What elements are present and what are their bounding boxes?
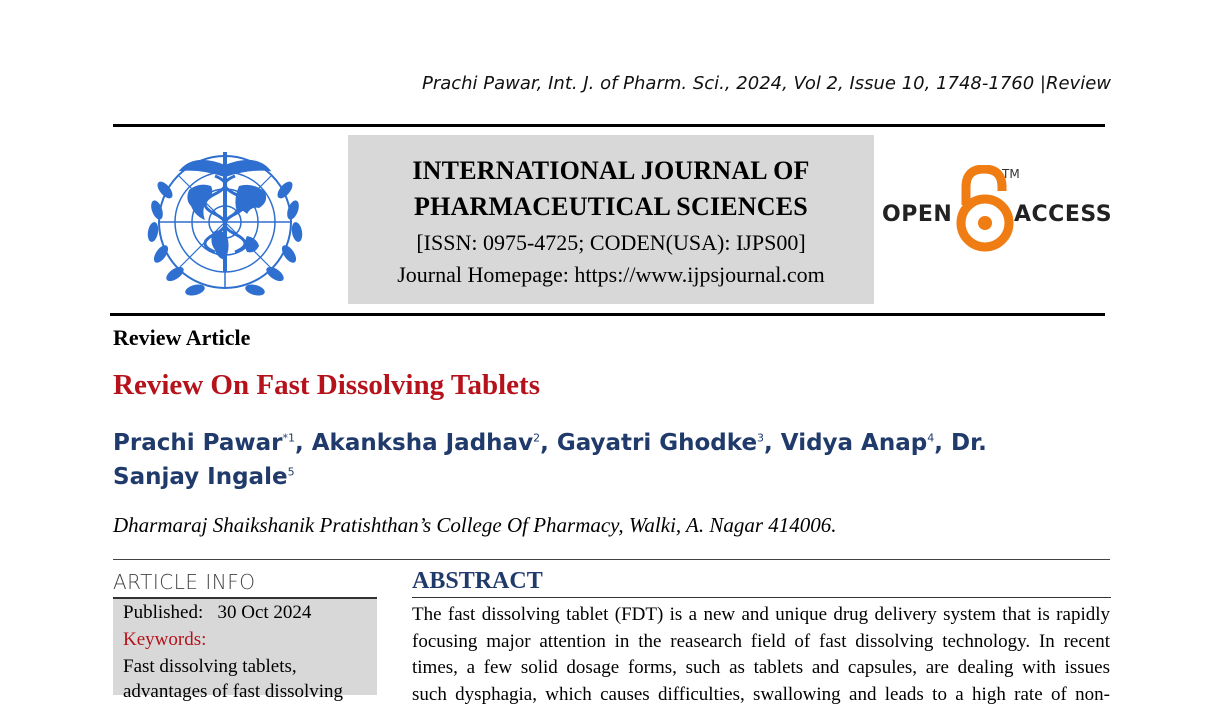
author-name[interactable]: Gayatri Ghodke [557, 430, 757, 456]
section-divider [113, 559, 1110, 560]
journal-masthead [348, 135, 874, 304]
abstract-rule [412, 597, 1111, 598]
article-info-heading: ARTICLE INFO [113, 570, 255, 594]
affiliation: Dharmaraj Shaikshanik Pratishthan’s College Of Pharmacy, Walki, A. Nagar 414006. [113, 513, 837, 538]
header-bottom-rule [110, 313, 1105, 316]
author-name[interactable]: Akanksha Jadhav [312, 430, 533, 456]
author-affiliation-mark: 3 [757, 431, 764, 444]
article-type: Review Article [113, 325, 250, 351]
keywords-text: Fast dissolving tablets, [123, 656, 297, 678]
open-access-badge [880, 165, 1108, 255]
article-info-panel [113, 599, 377, 695]
journal-emblem-icon [127, 140, 323, 305]
author-affiliation-mark: 2 [533, 431, 540, 444]
author-list: Prachi Pawar$^{*1}$, Akanksha Jadhav$^2$, Gayatri Ghodke$^3$, Vidya Anap$^4$, Dr. Sanjay Ingale$^5$ [113, 426, 1073, 494]
author-name[interactable]: Dr. Sanjay Ingale [113, 430, 987, 490]
abstract-line: such dysphagia, which causes difficulties, swallowing and leads to a high rate of non- [412, 682, 1110, 708]
abstract-line: times, a few solid dosage forms, such as tablets and capsules, are dealing with issues [412, 655, 1110, 682]
abstract-line: The fast dissolving tablet (FDT) is a new and unique drug delivery system that is rapidly [412, 602, 1110, 629]
open-access-open-label: OPEN [882, 202, 952, 227]
author-name[interactable]: Vidya Anap [781, 430, 927, 456]
keywords-label: Keywords: [123, 629, 206, 651]
author-affiliation-mark: *1 [283, 431, 296, 444]
open-access-access-label: ACCESS [1014, 202, 1112, 227]
journal-homepage-link[interactable]: Journal Homepage: https://www.ijpsjournal.com [348, 259, 874, 291]
keywords-text: advantages of fast dissolving [123, 681, 343, 703]
abstract-text [412, 602, 1110, 708]
published-date: Published: 30 Oct 2024 [123, 602, 311, 624]
author-affiliation-mark: 4 [927, 431, 934, 444]
abstract-heading: ABSTRACT [412, 568, 543, 595]
journal-issn: [ISSN: 0975-4725; CODEN(USA): IJPS00] [348, 227, 874, 259]
running-header-citation: Prachi Pawar, Int. J. of Pharm. Sci., 2024, Vol 2, Issue 10, 1748-1760 |Review [300, 73, 1111, 94]
trademark-mark: TM [1002, 167, 1020, 181]
header-top-rule [113, 124, 1105, 127]
paper-title: Review On Fast Dissolving Tablets [113, 369, 540, 402]
journal-title-line2: PHARMACEUTICAL SCIENCES [348, 189, 874, 225]
abstract-line: focusing major attention in the reasearch field of fast dissolving technology. In recent [412, 629, 1110, 656]
journal-title [348, 153, 874, 225]
author-affiliation-mark: 5 [288, 465, 295, 478]
journal-title-line1: INTERNATIONAL JOURNAL OF [348, 153, 874, 189]
author-name[interactable]: Prachi Pawar [113, 430, 283, 456]
